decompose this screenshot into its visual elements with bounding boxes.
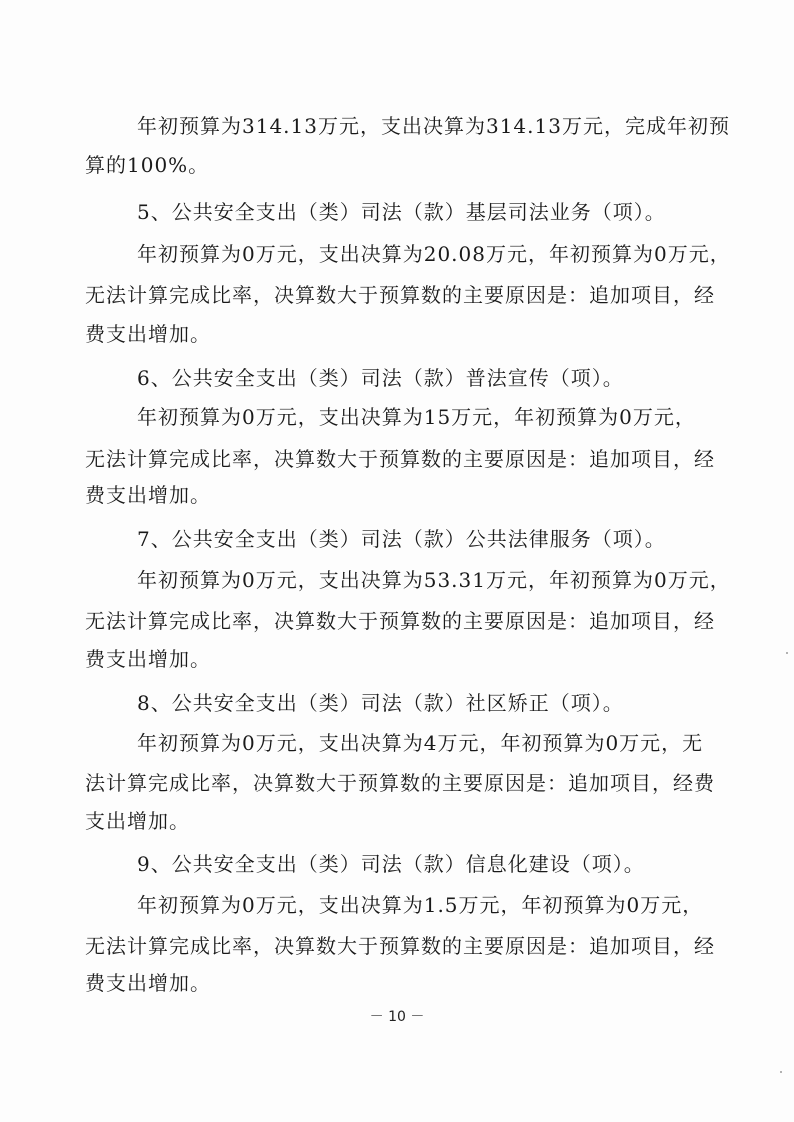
scan-speck xyxy=(780,1071,782,1073)
heading-item-5: 5、公共安全支出（类）司法（款）基层司法业务（项）。 xyxy=(137,200,666,224)
heading-item-7: 7、公共安全支出（类）司法（款）公共法律服务（项）。 xyxy=(137,527,666,551)
page-number: － 10 － xyxy=(369,1009,425,1025)
paragraph-8-line-2: 法计算完成比率，决算数大于预算数的主要原因是：追加项目，经费 xyxy=(85,771,715,795)
paragraph-5-line-1: 年初预算为0万元，支出决算为20.08万元，年初预算为0万元， xyxy=(137,242,731,266)
paragraph-5-line-2: 无法计算完成比率，决算数大于预算数的主要原因是：追加项目，经 xyxy=(85,283,715,307)
paragraph-9-line-2: 无法计算完成比率，决算数大于预算数的主要原因是：追加项目，经 xyxy=(85,934,715,958)
paragraph-9-line-1: 年初预算为0万元，支出决算为1.5万元，年初预算为0万元， xyxy=(137,893,704,917)
heading-item-9: 9、公共安全支出（类）司法（款）信息化建设（项）。 xyxy=(137,852,645,876)
paragraph-9-line-3: 费支出增加。 xyxy=(85,971,211,995)
paragraph-8-line-1: 年初预算为0万元，支出决算为4万元，年初预算为0万元，无 xyxy=(137,731,704,755)
paragraph-4-budget-line-2: 算的100%。 xyxy=(85,153,210,177)
heading-item-6: 6、公共安全支出（类）司法（款）普法宣传（项）。 xyxy=(137,366,624,390)
paragraph-7-line-2: 无法计算完成比率，决算数大于预算数的主要原因是：追加项目，经 xyxy=(85,609,715,633)
heading-item-8: 8、公共安全支出（类）司法（款）社区矫正（项）。 xyxy=(137,691,624,715)
paragraph-8-line-3: 支出增加。 xyxy=(85,809,190,833)
paragraph-5-line-3: 费支出增加。 xyxy=(85,322,211,346)
scan-speck xyxy=(786,652,788,654)
paragraph-7-line-3: 费支出增加。 xyxy=(85,647,211,671)
paragraph-6-line-2: 无法计算完成比率，决算数大于预算数的主要原因是：追加项目，经 xyxy=(85,447,715,471)
paragraph-6-line-3: 费支出增加。 xyxy=(85,483,211,507)
paragraph-6-line-1: 年初预算为0万元，支出决算为15万元，年初预算为0万元， xyxy=(137,405,696,429)
paragraph-7-line-1: 年初预算为0万元，支出决算为53.31万元，年初预算为0万元， xyxy=(137,568,731,592)
paragraph-4-budget-line-1: 年初预算为314.13万元，支出决算为314.13万元，完成年初预 xyxy=(137,114,730,138)
